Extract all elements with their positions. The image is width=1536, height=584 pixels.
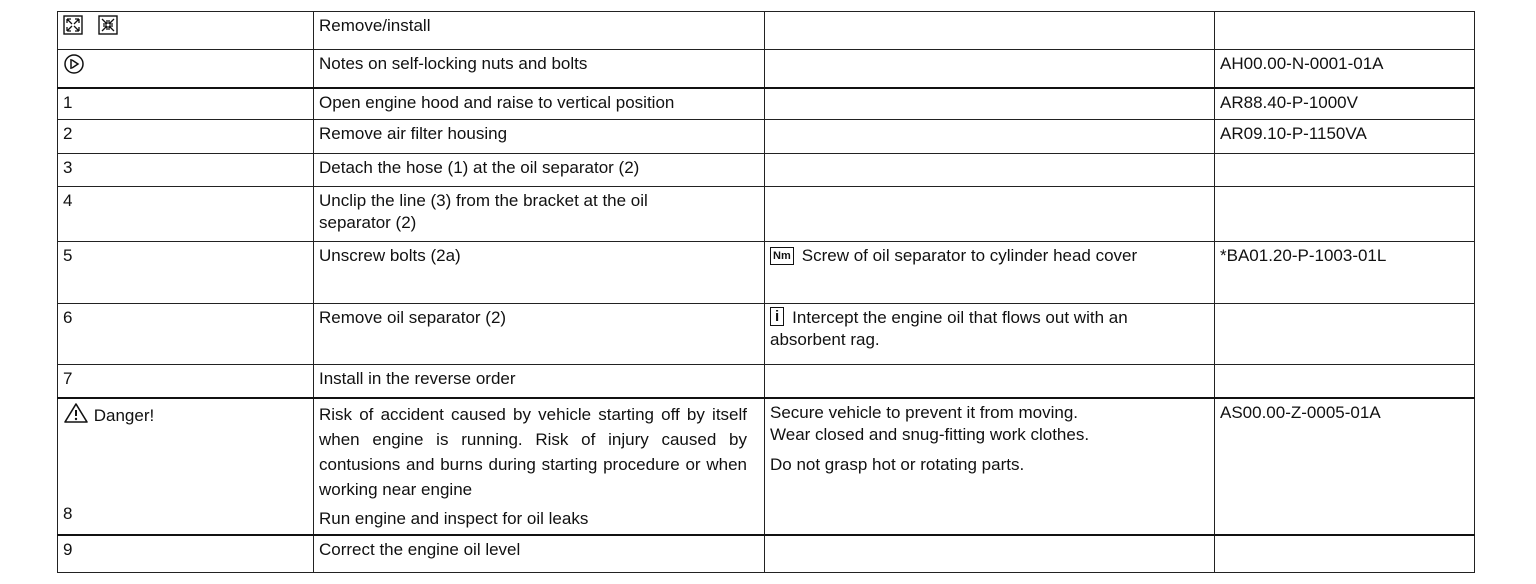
note-cell bbox=[765, 88, 1215, 120]
step-cell: 2 bbox=[58, 120, 314, 154]
reference-cell: AR09.10-P-1150VA bbox=[1215, 120, 1475, 154]
description-cell: Unclip the line (3) from the bracket at the oil separator (2) bbox=[314, 187, 765, 242]
description-cell: Detach the hose (1) at the oil separator (2) bbox=[314, 154, 765, 187]
description-cell: Install in the reverse order bbox=[314, 365, 765, 398]
note-cell bbox=[765, 12, 1215, 50]
table-row bbox=[58, 535, 1475, 573]
step-cell bbox=[58, 50, 314, 88]
table-row bbox=[58, 187, 1475, 242]
description-cell: Open engine hood and raise to vertical position bbox=[314, 88, 765, 120]
danger-label-group bbox=[63, 402, 308, 430]
description-cell: Remove/install bbox=[314, 12, 765, 50]
danger-description: Risk of accident caused by vehicle starting off by itself when engine is running. Risk of injury caused by contusions and burns during starting procedure or when working near engine bbox=[319, 404, 747, 499]
reference-cell bbox=[1215, 12, 1475, 50]
description-cell bbox=[314, 398, 765, 535]
table-row bbox=[58, 50, 1475, 88]
self-locking-nut-icon bbox=[63, 53, 85, 81]
reference-cell bbox=[1215, 304, 1475, 365]
step-cell: 1 bbox=[58, 88, 314, 120]
procedure-table bbox=[57, 11, 1475, 573]
note-cell bbox=[765, 304, 1215, 365]
reference-cell bbox=[1215, 535, 1475, 573]
warning-triangle-icon bbox=[63, 402, 89, 430]
description-cell: Unscrew bolts (2a) bbox=[314, 242, 765, 304]
table-row bbox=[58, 242, 1475, 304]
step-cell: 3 bbox=[58, 154, 314, 187]
step-cell: 7 bbox=[58, 365, 314, 398]
reference-cell: AR88.40-P-1000V bbox=[1215, 88, 1475, 120]
table-row bbox=[58, 365, 1475, 398]
step-cell: 4 bbox=[58, 187, 314, 242]
step-cell bbox=[58, 398, 314, 535]
danger-note-3: Do not grasp hot or rotating parts. bbox=[770, 454, 1025, 474]
reference-cell bbox=[1215, 187, 1475, 242]
note-cell bbox=[765, 242, 1215, 304]
step-cell: 5 bbox=[58, 242, 314, 304]
note-cell bbox=[765, 50, 1215, 88]
note-cell bbox=[765, 398, 1215, 535]
reference-cell bbox=[1215, 154, 1475, 187]
danger-label: Danger! bbox=[93, 405, 155, 425]
step-cell: 6 bbox=[58, 304, 314, 365]
table-row bbox=[58, 12, 1475, 50]
description-cell: Correct the engine oil level bbox=[314, 535, 765, 573]
remove-install-icon bbox=[63, 15, 119, 41]
table-row bbox=[58, 88, 1475, 120]
step-cell bbox=[58, 12, 314, 50]
torque-nm-icon: Nm bbox=[770, 247, 794, 265]
step-description: Run engine and inspect for oil leaks bbox=[319, 508, 589, 528]
danger-note-1: Secure vehicle to prevent it from moving. bbox=[770, 402, 1079, 422]
reference-cell bbox=[1215, 365, 1475, 398]
note-cell bbox=[765, 187, 1215, 242]
table-row bbox=[58, 154, 1475, 187]
note-cell bbox=[765, 120, 1215, 154]
note-text: Screw of oil separator to cylinder head cover bbox=[801, 246, 1138, 265]
reference-cell: *BA01.20-P-1003-01L bbox=[1215, 242, 1475, 304]
info-icon: i bbox=[770, 307, 784, 326]
description-cell: Notes on self-locking nuts and bolts bbox=[314, 50, 765, 88]
table-row bbox=[58, 304, 1475, 365]
description-cell: Remove air filter housing bbox=[314, 120, 765, 154]
note-text: Intercept the engine oil that flows out with an absorbent rag. bbox=[770, 308, 1128, 349]
danger-note-2: Wear closed and snug-fitting work clothes. bbox=[770, 424, 1090, 444]
table-row bbox=[58, 120, 1475, 154]
note-cell bbox=[765, 535, 1215, 573]
table-row-danger bbox=[58, 398, 1475, 535]
note-cell bbox=[765, 154, 1215, 187]
note-cell bbox=[765, 365, 1215, 398]
step-number: 8 bbox=[63, 503, 73, 523]
step-cell: 9 bbox=[58, 535, 314, 573]
reference-cell: AS00.00-Z-0005-01A bbox=[1215, 398, 1475, 535]
description-cell: Remove oil separator (2) bbox=[314, 304, 765, 365]
reference-cell: AH00.00-N-0001-01A bbox=[1215, 50, 1475, 88]
